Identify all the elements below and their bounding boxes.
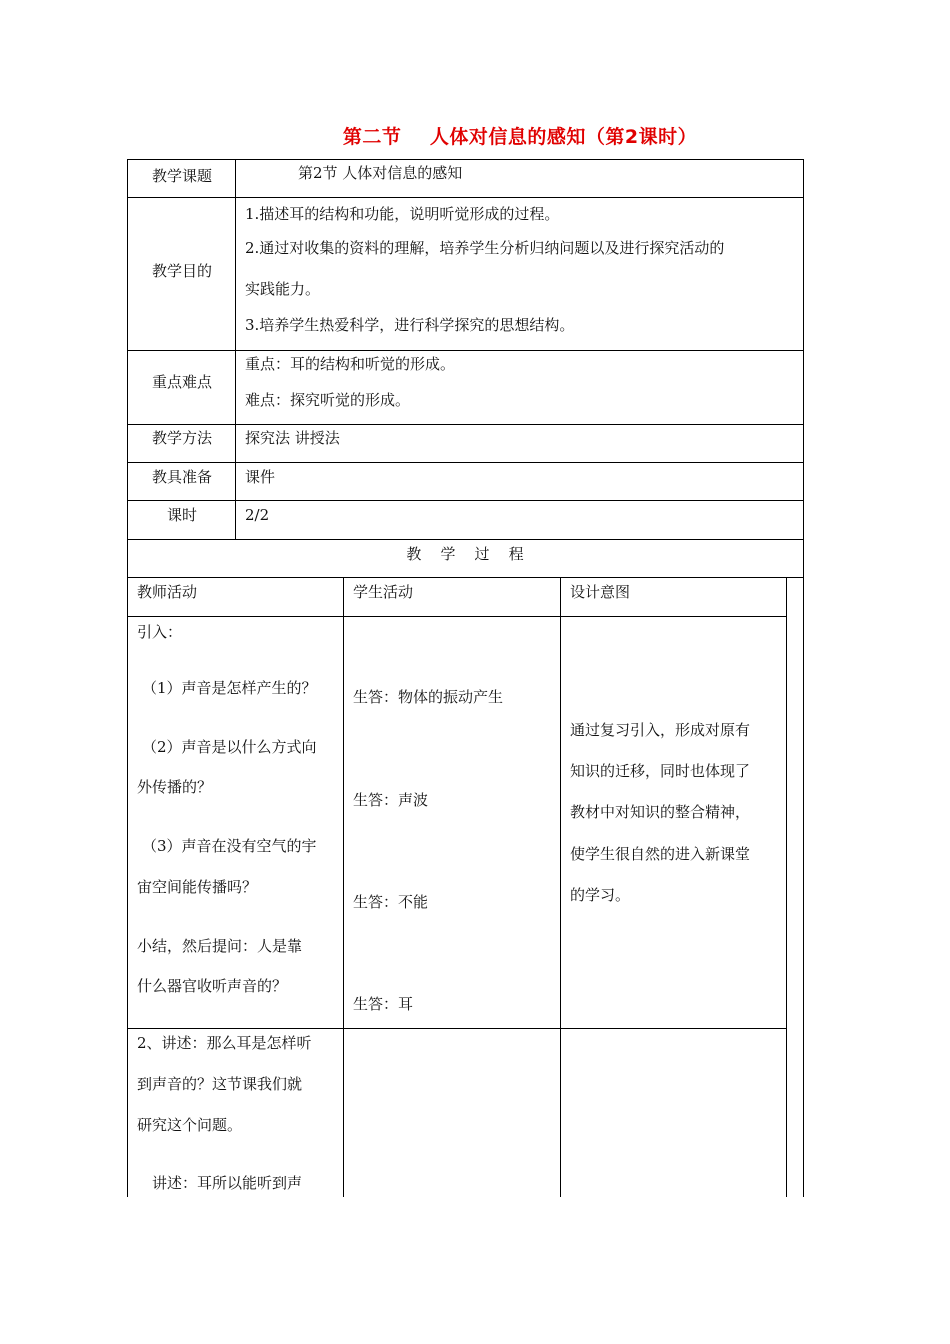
teacher-activity-line: （3）声音在没有空气的宇: [142, 837, 317, 855]
column-divider: [786, 577, 787, 1197]
page-title: 第二节 人体对信息的感知（第2课时）: [342, 126, 698, 148]
topic-value: 第2节 人体对信息的感知: [298, 164, 463, 182]
focus-text: 重点：耳的结构和听觉的形成。: [245, 355, 456, 373]
objective-item: 3.培养学生热爱科学，进行科学探究的思想结构。: [245, 316, 575, 334]
teacher-activity-line: 到声音的？这节课我们就: [137, 1075, 303, 1093]
row-divider: [127, 500, 804, 501]
row-divider: [127, 197, 804, 198]
row-divider: [127, 539, 804, 540]
row-divider: [127, 462, 804, 463]
method-value: 探究法 讲授法: [245, 429, 340, 447]
objective-item: 2.通过对收集的资料的理解，培养学生分析归纳问题以及进行探究活动的: [245, 239, 725, 257]
teacher-activity-line: 讲述：耳所以能听到声: [152, 1174, 303, 1192]
teacher-activity-line: 2、讲述：那么耳是怎样听: [137, 1034, 312, 1052]
student-answer: 生答：声波: [353, 791, 429, 809]
row-divider: [127, 616, 787, 617]
student-answer: 生答：物体的振动产生: [353, 688, 504, 706]
topic-label: 教学课题: [151, 167, 212, 185]
process-heading: 教 学 过 程: [406, 545, 524, 563]
objective-item: 实践能力。: [245, 280, 321, 298]
objectives-label: 教学目的: [151, 262, 212, 280]
design-intent-line: 通过复习引入，形成对原有: [570, 721, 751, 739]
teacher-activity-line: （2）声音是以什么方式向: [142, 738, 317, 756]
teacher-activity-line: 什么器官收听声音的？: [137, 977, 288, 995]
teacher-activity-line: 引入：: [137, 623, 183, 641]
column-header-teacher: 教师活动: [137, 583, 198, 601]
row-divider: [127, 350, 804, 351]
column-divider: [343, 577, 344, 1197]
column-header-intent: 设计意图: [570, 583, 631, 601]
row-divider: [127, 1028, 787, 1029]
key-points-label: 重点难点: [151, 373, 212, 391]
design-intent-line: 知识的迁移，同时也体现了: [570, 762, 751, 780]
design-intent-line: 的学习。: [570, 886, 631, 904]
teacher-activity-line: 研究这个问题。: [137, 1116, 243, 1134]
objective-item: 1.描述耳的结构和功能，说明听觉形成的过程。: [245, 205, 560, 223]
difficulty-text: 难点：探究听觉的形成。: [245, 391, 411, 409]
row-divider: [127, 424, 804, 425]
hours-value: 2/2: [245, 506, 270, 524]
tools-value: 课件: [245, 468, 276, 486]
column-header-student: 学生活动: [353, 583, 414, 601]
design-intent-line: 教材中对知识的整合精神，: [570, 803, 751, 821]
teacher-activity-line: （1）声音是怎样产生的？: [142, 679, 317, 697]
teacher-activity-line: 小结，然后提问：人是靠: [137, 937, 303, 955]
student-answer: 生答：耳: [353, 995, 414, 1013]
teacher-activity-line: 宙空间能传播吗？: [137, 878, 258, 896]
column-divider: [560, 577, 561, 1197]
hours-label: 课时: [166, 506, 197, 524]
teacher-activity-line: 外传播的？: [137, 778, 213, 796]
student-answer: 生答：不能: [353, 893, 429, 911]
row-divider: [127, 577, 804, 578]
method-label: 教学方法: [151, 429, 212, 447]
design-intent-line: 使学生很自然的进入新课堂: [570, 845, 751, 863]
tools-label: 教具准备: [151, 468, 212, 486]
